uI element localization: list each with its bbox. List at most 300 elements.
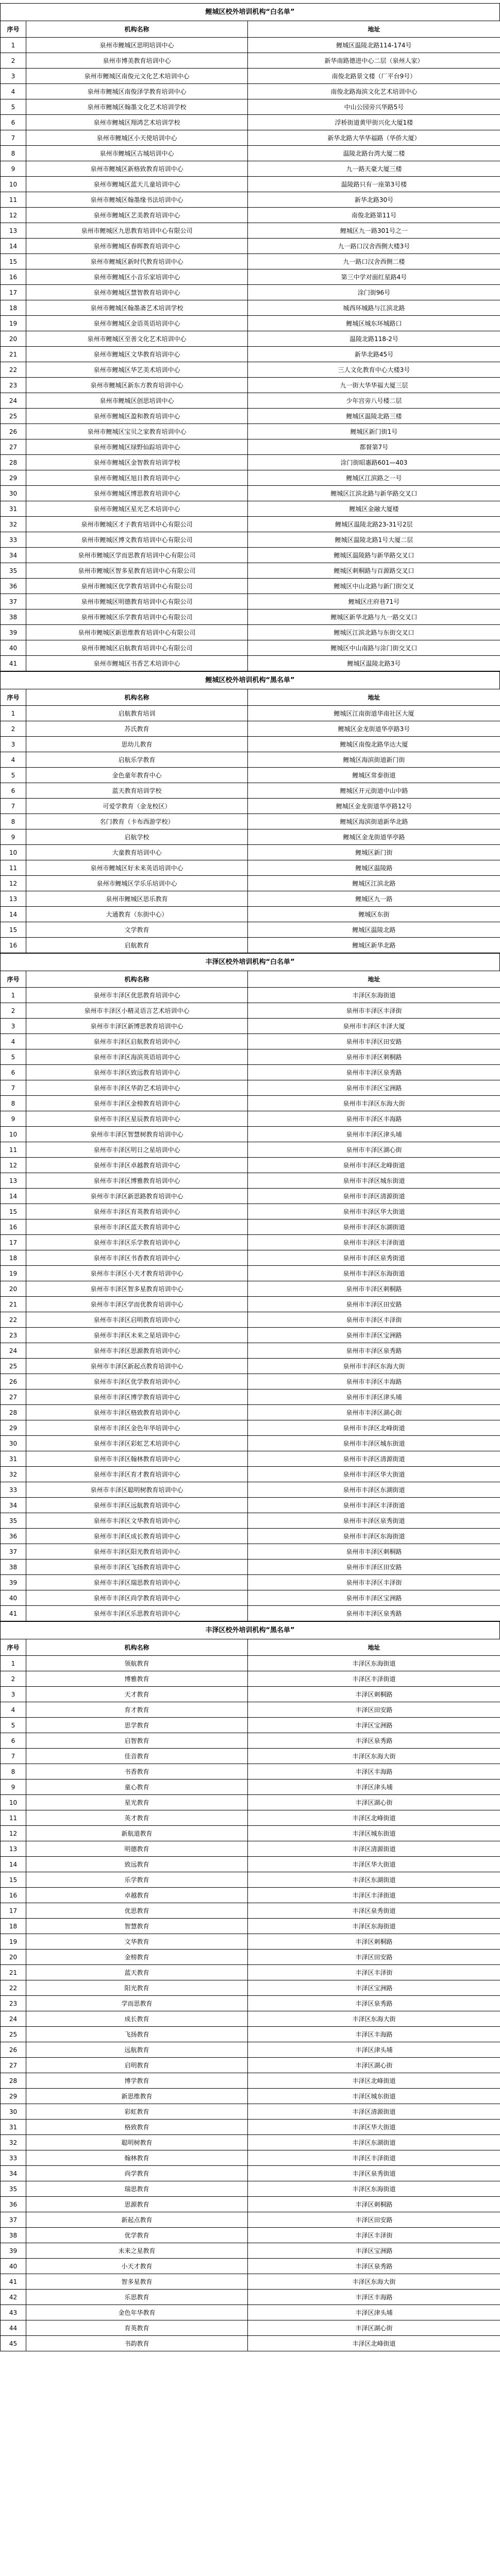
institution-name: 泉州市丰泽区格致教育培训中心 [26,1405,248,1420]
row-number: 44 [1,2320,26,2336]
header-num: 序号 [1,21,26,38]
institution-address: 丰泽区泉秀路 [248,1996,500,2011]
row-number: 7 [1,799,26,814]
row-number: 39 [1,1575,26,1590]
institution-name: 泉州市鲤城区南俊元文化艺术培训中心 [26,69,248,84]
institution-address: 泉州市丰泽区清源街道 [248,1451,500,1467]
table-row [1,501,500,517]
row-number: 8 [1,1764,26,1780]
institution-address: 泉州市丰泽区丰泽街 [248,1003,500,1019]
institution-name: 泉州市鲤城区新时代教育培训中心 [26,254,248,269]
institution-address: 丰泽区东海街道 [248,1919,500,1934]
row-number: 4 [1,1702,26,1718]
row-number: 35 [1,1513,26,1529]
institution-name: 泉州市鲤城区智多星教育培训中心有限公司 [26,563,248,579]
institution-address: 泉州市丰泽区田安路 [248,1560,500,1575]
table-row [1,1158,500,1173]
table-row [1,316,500,331]
table-row [1,1903,500,1919]
institution-name: 泉州市鲤城区翰墨缘书法培训中心 [26,192,248,208]
institution-address: 温陵路只有一座第3号楼 [248,177,500,192]
row-number: 22 [1,1980,26,1996]
table-row [1,2197,500,2212]
table-row [1,1733,500,1749]
institution-address: 浮桥街道黄甲街兴化大厦1楼 [248,115,500,130]
table-row [1,1312,500,1328]
table-row [1,2058,500,2073]
institution-name: 大通教育（东街中心） [26,907,248,922]
header-name: 机构名称 [26,689,248,706]
table-row [1,845,500,860]
row-number: 9 [1,1111,26,1127]
table-row [1,2336,500,2351]
institution-address: 丰泽区湖心街 [248,1795,500,1810]
institution-name: 泉州市鲤城区至善文化艺术培训中心 [26,331,248,347]
table-row [1,1189,500,1204]
table-row [1,115,500,130]
row-number: 26 [1,424,26,439]
institution-address: 鲤城区金龙街道华亭路12号 [248,799,500,814]
table-row [1,409,500,424]
row-number: 24 [1,2011,26,2027]
table-row [1,768,500,783]
table-row [1,1513,500,1529]
institution-name: 新航道教育 [26,1826,248,1841]
row-number: 29 [1,2089,26,2104]
institution-name: 瑞思教育 [26,2181,248,2197]
institution-address: 泉州市丰泽区湖心街 [248,1142,500,1158]
institution-name: 博雅教育 [26,1671,248,1687]
institution-name: 泉州市鲤城区小音乐家培训中心 [26,269,248,285]
institution-address: 城西环城路与江滨北路 [248,300,500,316]
institution-name: 成长教育 [26,2011,248,2027]
institution-name: 泉州市丰泽区海滨英语培训中心 [26,1049,248,1065]
header-num: 序号 [1,1639,26,1656]
institution-address: 丰泽区华大街道 [248,2120,500,2135]
table-row [1,1420,500,1436]
row-number: 11 [1,860,26,876]
row-number: 24 [1,1343,26,1359]
row-number: 32 [1,2135,26,2150]
header-address: 地址 [248,971,500,988]
institution-address: 丰泽区泉秀街道 [248,1903,500,1919]
institution-name: 泉州市丰泽区金色年华培训中心 [26,1420,248,1436]
table-row [1,1841,500,1857]
table-row [1,1080,500,1096]
institution-name: 泉州市鲤城区南俊泽学教育培训中心 [26,84,248,99]
table-row [1,721,500,737]
table-row [1,563,500,579]
table-row [1,517,500,532]
row-number: 40 [1,1590,26,1606]
table-row [1,1266,500,1281]
institution-address: 鲤城区温陵北路3号 [248,656,500,671]
table-row [1,609,500,625]
row-number: 29 [1,470,26,486]
row-number: 7 [1,1080,26,1096]
row-number: 20 [1,331,26,347]
institution-address: 丰泽区清源街道 [248,2104,500,2120]
table-row [1,192,500,208]
row-number: 13 [1,223,26,239]
institution-address: 丰泽区东海大街 [248,2011,500,2027]
table-header-row [1,21,500,38]
institution-address: 丰泽区泉秀路 [248,2259,500,2274]
row-number: 45 [1,2336,26,2351]
institution-address: 鲤城区中山南路与涂门街交叉口 [248,640,500,656]
table-row [1,254,500,269]
row-number: 31 [1,501,26,517]
institution-address: 中山公园旁兴华路5号 [248,99,500,115]
row-number: 41 [1,2274,26,2290]
row-number: 23 [1,378,26,393]
institution-address: 泉州市丰泽区城东街道 [248,1173,500,1189]
table-row [1,2120,500,2135]
table-row [1,988,500,1003]
institution-address: 丰泽区城东街道 [248,1826,500,1841]
header-num: 序号 [1,689,26,706]
institution-name: 蓝天教育培训学校 [26,783,248,799]
institution-address: 南俊北路景文楼（厂平台9号） [248,69,500,84]
table-row [1,38,500,53]
institution-name: 泉州市鲤城区翔鸿艺术培训学校 [26,115,248,130]
institution-name: 泉州市丰泽区远航教育培训中心 [26,1498,248,1513]
row-number: 4 [1,752,26,768]
institution-name: 泉州市鲤城区艺美教育培训中心 [26,208,248,223]
row-number: 32 [1,517,26,532]
institution-address: 泉州市丰泽区刺桐路 [248,1544,500,1560]
institution-address: 泉州市丰泽区泉秀路 [248,1343,500,1359]
institution-address: 丰泽区北峰街道 [248,1810,500,1826]
row-number: 13 [1,1173,26,1189]
institution-address: 丰泽区城东街道 [248,2089,500,2104]
institution-address: 都督第7号 [248,439,500,455]
institution-address: 泉州市丰泽区宝洲路 [248,1328,500,1343]
institution-name: 育才教育 [26,1702,248,1718]
row-number: 21 [1,347,26,362]
table-row [1,53,500,69]
institution-name: 聪明树教育 [26,2135,248,2150]
table-row [1,2305,500,2320]
table-row [1,799,500,814]
row-number: 18 [1,300,26,316]
row-number: 15 [1,1872,26,1888]
table-row [1,752,500,768]
table-row [1,1872,500,1888]
row-number: 23 [1,1996,26,2011]
institution-address: 鲤城区城东环城路口 [248,316,500,331]
row-number: 3 [1,69,26,84]
institution-address: 丰泽区刺桐路 [248,1934,500,1950]
table-row [1,439,500,455]
row-number: 31 [1,2120,26,2135]
table-row [1,1034,500,1049]
table-row [1,532,500,548]
row-number: 32 [1,1467,26,1482]
institution-address: 丰泽区清源街道 [248,1841,500,1857]
row-number: 13 [1,891,26,907]
institution-name: 泉州市鲤城区学而思教育培训中心有限公司 [26,548,248,563]
table-row [1,1142,500,1158]
row-number: 31 [1,1451,26,1467]
institution-name: 泉州市丰泽区博雅教育培训中心 [26,1173,248,1189]
table-row [1,1436,500,1451]
institution-name: 泉州市丰泽区新思路教育培训中心 [26,1189,248,1204]
institution-address: 泉州市丰泽区华大街道 [248,1204,500,1219]
institution-address: 丰泽区丰海路 [248,2027,500,2042]
institution-name: 金色年华教育 [26,2305,248,2320]
institution-address: 鲤城区温陵北路23-31号2层 [248,517,500,532]
institution-address: 丰泽区刺桐路 [248,1687,500,1702]
row-number: 10 [1,1127,26,1142]
institution-name: 飞扬教育 [26,2027,248,2042]
row-number: 17 [1,1903,26,1919]
table-row [1,548,500,563]
table-row [1,1359,500,1374]
institution-address: 鲤城区新门街1号 [248,424,500,439]
table-row [1,938,500,953]
institution-address: 泉州市丰泽区丰泽大厦 [248,1019,500,1034]
row-number: 14 [1,239,26,254]
institution-name: 泉州市鲤城区明德教育培训中心有限公司 [26,594,248,609]
row-number: 18 [1,1919,26,1934]
table-header-row [1,1639,500,1656]
institution-name: 星光教育 [26,1795,248,1810]
row-number: 28 [1,455,26,470]
institution-address: 泉州市丰泽区丰泽街 [248,1575,500,1590]
table-row [1,1250,500,1266]
row-number: 26 [1,2042,26,2058]
row-number: 39 [1,625,26,640]
table-row [1,2073,500,2089]
table-row [1,656,500,671]
institution-address: 泉州市丰泽区刺桐路 [248,1049,500,1065]
row-number: 28 [1,2073,26,2089]
row-number: 19 [1,1934,26,1950]
institution-address: 泉州市丰泽区东海大街 [248,1096,500,1111]
table-row [1,1003,500,1019]
table-row [1,1297,500,1312]
institution-address: 鲤城区温陵北路 [248,922,500,938]
table-row [1,1980,500,1996]
institution-name: 泉州市博美教育培训中心 [26,53,248,69]
row-number: 9 [1,829,26,845]
row-number: 3 [1,1019,26,1034]
institution-name: 泉州市鲤城区思乐教育 [26,891,248,907]
institution-name: 文华教育 [26,1934,248,1950]
institution-address: 泉州市丰泽区丰泽街 [248,1312,500,1328]
institution-name: 优思教育 [26,1903,248,1919]
institution-name: 泉州市鲤城区新思维教育培训中心有限公司 [26,625,248,640]
institution-name: 泉州市丰泽区翰林教育培训中心 [26,1451,248,1467]
institution-address: 丰泽区泉秀街道 [248,2166,500,2181]
institution-name: 启航教育 [26,938,248,953]
table-row [1,1405,500,1420]
institution-address: 鲤城区江南街道华南社区大厦 [248,706,500,721]
institution-name: 泉州市鲤城区博思教育培训中心 [26,486,248,501]
table-row [1,2027,500,2042]
row-number: 35 [1,2181,26,2197]
institution-name: 泉州市鲤城区博文教育培训中心有限公司 [26,532,248,548]
institution-address: 丰泽区湖心街 [248,2320,500,2336]
row-number: 7 [1,130,26,146]
institution-address: 丰泽区湖心街 [248,2058,500,2073]
table-row [1,347,500,362]
table-row [1,2259,500,2274]
institution-address: 新华北路45号 [248,347,500,362]
institution-address: 丰泽区田安路 [248,1950,500,1965]
header-address: 地址 [248,1639,500,1656]
institution-name: 卓越教育 [26,1888,248,1903]
table-row [1,393,500,409]
table-row [1,1482,500,1498]
table-row [1,1934,500,1950]
institution-address: 鲤城区温陵路与新华路交叉口 [248,548,500,563]
row-number: 41 [1,656,26,671]
row-number: 33 [1,532,26,548]
institution-name: 彩虹教育 [26,2104,248,2120]
institution-address: 泉州市丰泽区丰海路 [248,1111,500,1127]
institution-name: 泉州市丰泽区文华教育培训中心 [26,1513,248,1529]
table-row [1,1795,500,1810]
table-row [1,2135,500,2150]
row-number: 33 [1,2150,26,2166]
institution-address: 泉州市丰泽区田安路 [248,1034,500,1049]
row-number: 15 [1,254,26,269]
section-title: 鲤城区校外培训机构“黑名单” [0,671,500,689]
institution-name: 泉州市丰泽区阳光教育培训中心 [26,1544,248,1560]
institution-name: 泉州市鲤城区蓝天儿童培训中心 [26,177,248,192]
header-address: 地址 [248,21,500,38]
table-row [1,1173,500,1189]
table-row [1,455,500,470]
table-row [1,285,500,300]
table-row [1,2042,500,2058]
table-row [1,69,500,84]
table-row [1,424,500,439]
header-name: 机构名称 [26,21,248,38]
row-number: 21 [1,1965,26,1980]
table-row [1,2104,500,2120]
table-row [1,161,500,177]
institution-address: 鲤城区温陵北路1号大厦二层 [248,532,500,548]
institution-name: 泉州市丰泽区乐学教育培训中心 [26,1235,248,1250]
institution-name: 泉州市鲤城区新东方教育培训中心 [26,378,248,393]
row-number: 13 [1,1841,26,1857]
row-number: 40 [1,2259,26,2274]
institution-name: 泉州市丰泽区博学教育培训中心 [26,1389,248,1405]
table-row [1,146,500,161]
institution-address: 泉州市丰泽区北峰街道 [248,1158,500,1173]
row-number: 12 [1,876,26,891]
row-number: 3 [1,737,26,752]
institution-name: 启明教育 [26,2058,248,2073]
institution-address: 丰泽区津头埔 [248,2305,500,2320]
institution-name: 明德教育 [26,1841,248,1857]
institution-name: 泉州市丰泽区启航教育培训中心 [26,1034,248,1049]
institution-name: 泉州市丰泽区小天才教育培训中心 [26,1266,248,1281]
institution-address: 涂门街96号 [248,285,500,300]
institution-address: 丰泽区津头埔 [248,1780,500,1795]
table-row [1,876,500,891]
table-row [1,300,500,316]
row-number: 34 [1,1498,26,1513]
institution-address: 九一路天豪大厦三楼 [248,161,500,177]
institution-name: 新思维教育 [26,2089,248,2104]
institution-name: 可爱学教育（金龙校区） [26,799,248,814]
row-number: 12 [1,1826,26,1841]
institution-name: 翰林教育 [26,2150,248,2166]
institution-address: 鲤城区新华北路与九一路交叉口 [248,609,500,625]
institution-name: 博学教育 [26,2073,248,2089]
row-number: 17 [1,285,26,300]
table-row [1,1328,500,1343]
table-row [1,1127,500,1142]
row-number: 35 [1,563,26,579]
institution-name: 思源教育 [26,2197,248,2212]
table-row [1,378,500,393]
table-row [1,1857,500,1872]
table-row [1,1467,500,1482]
institution-name: 泉州市鲤城区宝贝之家教育培训中心 [26,424,248,439]
list-section [0,1621,500,2351]
table-row [1,1671,500,1687]
row-number: 2 [1,1671,26,1687]
institution-address: 少年宫旁八号楼二层 [248,393,500,409]
header-num: 序号 [1,971,26,988]
row-number: 40 [1,640,26,656]
table-row [1,1544,500,1560]
institution-address: 泉州市丰泽区东湖街道 [248,1219,500,1235]
row-number: 16 [1,1888,26,1903]
institution-name: 泉州市丰泽区致远教育培训中心 [26,1065,248,1080]
institution-address: 鲤城区南俊北路华达大厦 [248,737,500,752]
row-number: 11 [1,1810,26,1826]
institution-address: 泉州市丰泽区津头埔 [248,1389,500,1405]
institution-address: 涂门街昭惠路601—403 [248,455,500,470]
table-row [1,579,500,594]
row-number: 30 [1,2104,26,2120]
row-number: 38 [1,2228,26,2243]
institution-address: 泉州市丰泽区泉秀街道 [248,1513,500,1529]
institution-name: 泉州市丰泽区思源教育培训中心 [26,1343,248,1359]
institution-name: 泉州市鲤城区金智教育培训学校 [26,455,248,470]
institution-name: 泉州市鲤城区小天使培训中心 [26,130,248,146]
row-number: 6 [1,1065,26,1080]
row-number: 16 [1,1219,26,1235]
institution-name: 泉州市丰泽区智多星教育培训中心 [26,1281,248,1297]
institution-address: 丰泽区北峰街道 [248,2336,500,2351]
institution-name: 泉州市丰泽区蓝天教育培训中心 [26,1219,248,1235]
institution-address: 新华北路大华华福路（华侨大厦） [248,130,500,146]
row-number: 24 [1,393,26,409]
table-row [1,2320,500,2336]
institution-name: 泉州市鲤城区旭日教育培训中心 [26,470,248,486]
institution-address: 泉州市丰泽区丰泽街道 [248,1498,500,1513]
institution-name: 乐学教育 [26,1872,248,1888]
institution-address: 丰泽区丰海路 [248,1764,500,1780]
institution-address: 泉州市丰泽区宝洲路 [248,1590,500,1606]
institution-address: 泉州市丰泽区刺桐路 [248,1281,500,1297]
institution-name: 泉州市鲤城区绿野仙踪培训中心 [26,439,248,455]
institution-address: 丰泽区东海大街 [248,2274,500,2290]
institution-address: 丰泽区宝洲路 [248,1980,500,1996]
row-number: 16 [1,938,26,953]
table-row [1,1590,500,1606]
row-number: 21 [1,1297,26,1312]
institution-name: 泉州市丰泽区瑞思教育培训中心 [26,1575,248,1590]
institution-address: 新华北路30号 [248,192,500,208]
